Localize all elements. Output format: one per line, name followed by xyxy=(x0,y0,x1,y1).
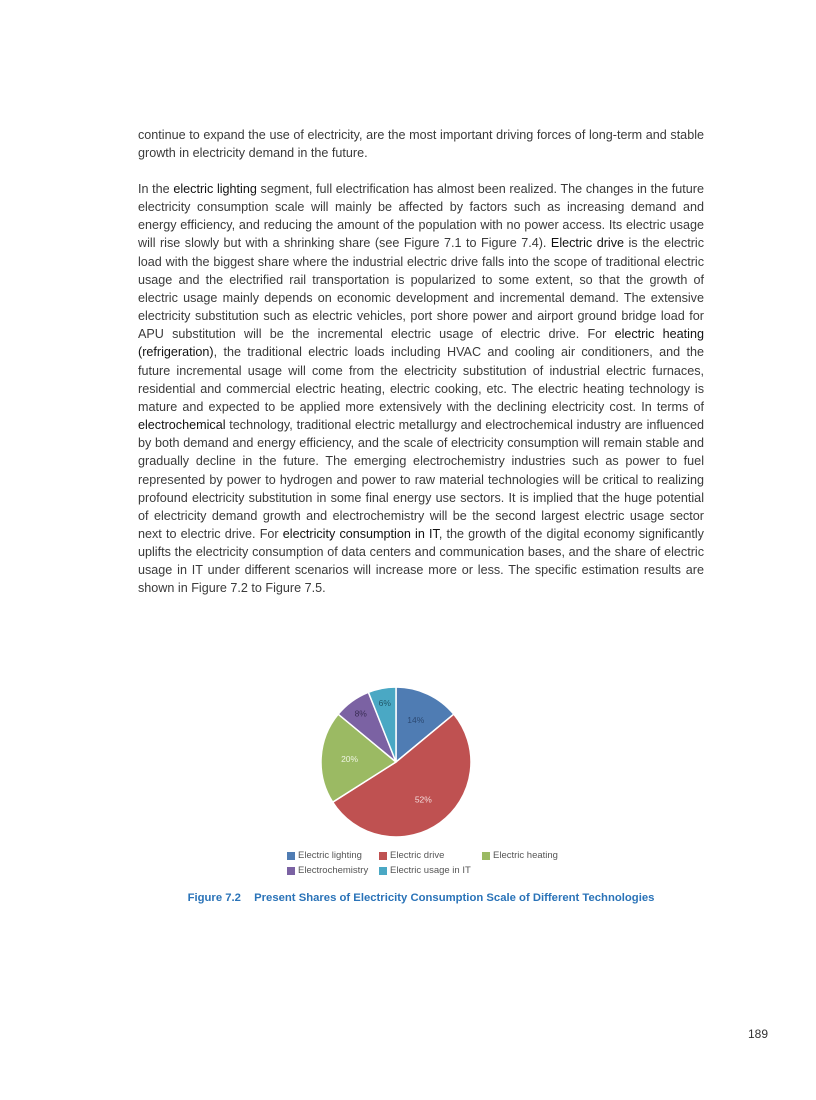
text-run: In the xyxy=(138,182,174,196)
bold-term: Electric drive xyxy=(550,236,625,251)
legend-swatch xyxy=(287,867,295,875)
bold-term: electricity consumption in IT xyxy=(282,526,439,541)
slice-label: 8% xyxy=(354,708,367,719)
figure-title: Present Shares of Electricity Consumption Scale of Different Technologies xyxy=(254,892,655,904)
legend-item xyxy=(379,850,444,861)
legend-swatch xyxy=(379,867,387,875)
legend-swatch xyxy=(482,852,490,860)
text-run: , the traditional electric loads including HVAC and cooling air conditioners, and the future incremental usage will come from the electricity substitution of industrial electric furnaces, residential and commercial electric heating, electric cooking, etc. The electric heating technology is mature and expected to be applied more extensively with the declining electricity cost. In terms of xyxy=(138,345,704,414)
text-run: is the electric load with the biggest share where the industrial electric drive falls into the scope of traditional electric usage and the electrified rail transportation is popularized to some extent, so that the growth of electric usage mainly depends on economic development and incremental demand. The extensive electricity substitution such as electric vehicles, port shore power and airport ground bridge load for APU substitution will be the incremental electric usage of electric drive. For xyxy=(138,236,704,342)
text-run: continue to expand the use of electricity, are the most important driving forces of long-term and stable growth in electricity demand in the future. xyxy=(138,128,704,161)
legend-item xyxy=(287,865,368,876)
legend-label: Electric lighting xyxy=(298,850,362,861)
text-run: , the growth of the digital economy significantly uplifts the electricity consumption of data centers and communication bases, and the share of electric usage in IT under different scenarios will increase more or less. The specific estimation results are shown in Figure 7.2 to Figure 7.5. xyxy=(138,526,704,596)
legend-label: Electric heating xyxy=(493,850,558,861)
figure-number: Figure 7.2 xyxy=(187,892,241,904)
bold-term: electrochemical xyxy=(138,418,226,433)
legend-item xyxy=(287,850,362,861)
bold-term: electric heating (refrigeration) xyxy=(138,327,704,360)
slice-label: 14% xyxy=(407,714,425,725)
slice-label: 52% xyxy=(414,794,432,805)
text-run: segment, full electrification has almost been realized. The changes in the future electricity consumption scale will mainly be affected by factors such as increasing demand and energy efficiency, and reducing the amount of the population with no power access. Its electric usage will rise slowly but with a shrinking share (see Figure 7.1 to Figure 7.4). xyxy=(138,182,704,251)
slice-label: 20% xyxy=(341,754,359,765)
legend-label: Electric drive xyxy=(390,850,445,861)
figure-caption xyxy=(0,892,816,904)
text-run: technology, traditional electric metallurgy and electrochemical industry are influenced by both demand and energy efficiency, and the scale of electricity consumption will remain stable and gradually decline in the future. The emerging electrochemistry industries such as power to fuel represented by power to hydrogen and power to raw material technologies will be critical to realizing profound electricity substitution in some final energy use sectors. It is implied that the huge potential of electricity demand growth and electrochemistry will be the second largest electric usage sector next to electric drive. For xyxy=(138,418,704,541)
legend-item xyxy=(379,865,471,876)
slice-label: 6% xyxy=(378,698,391,709)
legend-label: Electric usage in IT xyxy=(390,865,471,876)
legend-label: Electrochemistry xyxy=(298,865,369,876)
legend-swatch xyxy=(379,852,387,860)
legend-swatch xyxy=(287,852,295,860)
legend-item xyxy=(482,850,558,861)
bold-term: electric lighting xyxy=(173,182,257,196)
page-number: 189 xyxy=(748,1027,769,1041)
